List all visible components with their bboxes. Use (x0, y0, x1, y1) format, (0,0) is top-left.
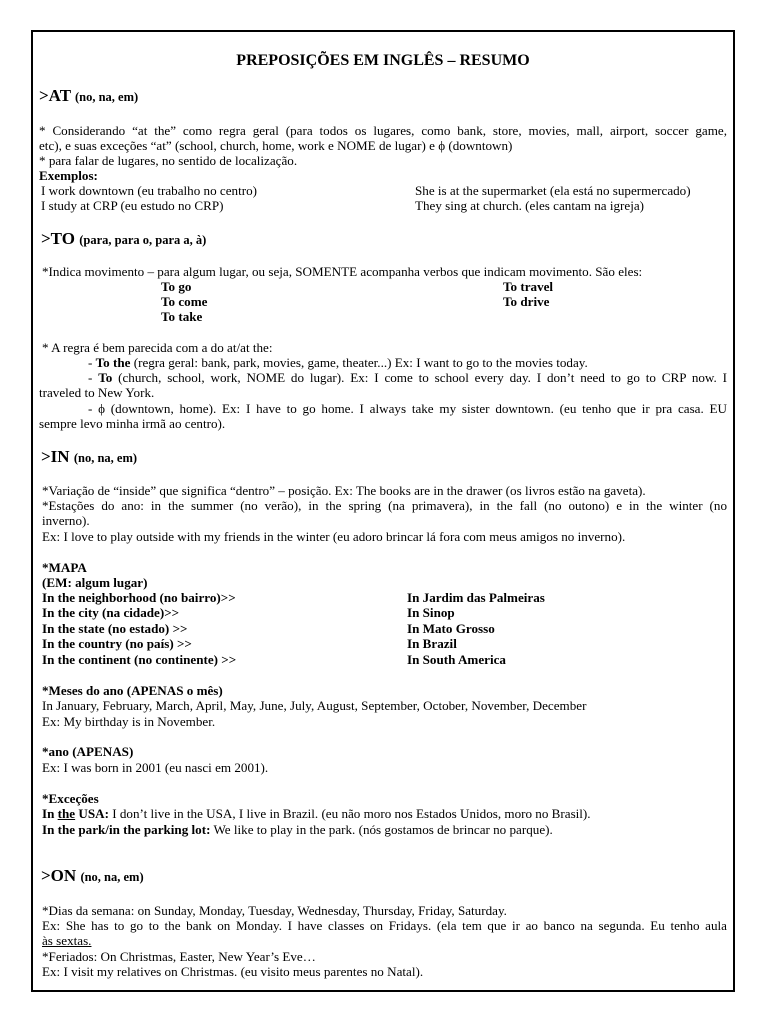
to-rule-3: - ϕ (downtown, home). Ex: I have to go home. I always take my sister downtown. (eu tenho que ir pra casa. EU (88, 401, 727, 416)
mapa-left: In the country (no país) >> (42, 636, 192, 651)
at-rule-line-2: etc), e suas exceções “at” (school, church, home, work e NOME de lugar) e ϕ (downtown) (39, 138, 513, 153)
exception-keyword-underlined: the (57, 806, 76, 821)
ano-label: *ano (APENAS) (42, 744, 134, 759)
excecao-park (42, 822, 727, 837)
mapa-row-2 (42, 605, 727, 620)
mapa-right: In South America (407, 652, 506, 667)
heading-subtitle: (para, para o, para a, à) (79, 233, 207, 247)
heading-text: >IN (41, 447, 70, 466)
at-rule-line-1: * Considerando “at the” como regra geral (para todos os lugares, como bank, store, movies, mall, airport, soccer game, (39, 123, 727, 138)
heading-text: >AT (39, 86, 71, 105)
mapa-left: In the city (na cidade)>> (42, 605, 180, 620)
example-left: I study at CRP (eu estudo no CRP) (41, 198, 224, 213)
verb-right: To drive (503, 294, 550, 309)
mapa-right: In Jardim das Palmeiras (407, 590, 545, 605)
mapa-sub: (EM: algum lugar) (42, 575, 148, 590)
mapa-label: *MAPA (42, 560, 87, 575)
to-verb-row-2 (161, 294, 727, 309)
exception-keyword: In the park/in the parking lot: (42, 822, 211, 837)
mapa-right: In Brazil (407, 636, 457, 651)
mapa-row-1 (42, 590, 727, 605)
rule-keyword: To (98, 370, 113, 385)
mapa-left: In the neighborhood (no bairro)>> (42, 590, 236, 605)
at-rule-line-3: * para falar de lugares, no sentido de localização. (39, 153, 298, 168)
mapa-row-4 (42, 636, 727, 651)
verb-right: To travel (503, 279, 554, 294)
example-left: I work downtown (eu trabalho no centro) (41, 183, 257, 198)
in-line-3: inverno). (42, 513, 90, 528)
in-line-2: *Estações do ano: in the summer (no verão), in the spring (na primavera), in the fall (no outono) e in the winter (no (42, 498, 727, 513)
ano-line-1: Ex: I was born in 2001 (eu nasci em 2001). (42, 760, 269, 775)
to-intro: *Indica movimento – para algum lugar, ou seja, SOMENTE acompanha verbos que indicam movimento. São eles: (42, 264, 643, 279)
mapa-right: In Mato Grosso (407, 621, 495, 636)
on-line-1: *Dias da semana: on Sunday, Monday, Tuesday, Wednesday, Thursday, Friday, Saturday. (42, 903, 507, 918)
in-line-1: *Variação de “inside” que significa “dentro” – posição. Ex: The books are in the drawer (os livros estão na gaveta). (42, 483, 646, 498)
example-right: They sing at church. (eles cantam na igreja) (415, 198, 645, 213)
section-heading-in (41, 449, 727, 466)
excecao-usa (42, 806, 727, 821)
exception-keyword: USA: (75, 806, 109, 821)
exception-text: I don’t live in the USA, I live in Brazil. (eu não moro nos Estados Unidos, moro no Brasil). (108, 806, 591, 821)
on-line-3: às sextas. (42, 933, 92, 948)
mapa-right: In Sinop (407, 605, 455, 620)
document-title: PREPOSIÇÕES EM INGLÊS – RESUMO (236, 52, 530, 69)
verb-left: To come (161, 294, 208, 309)
to-rule-1: - To the (regra geral: bank, park, movies, game, theater...) Ex: I want to go to the movies today. (88, 355, 588, 370)
in-line-4: Ex: I love to play outside with my friends in the winter (eu adoro brincar lá fora com meus amigos no inverno). (42, 529, 626, 544)
example-right: She is at the supermarket (ela está no supermercado) (415, 183, 691, 198)
to-rule-3-cont: sempre levo minha irmã ao centro). (39, 416, 226, 431)
rule-keyword: To the (95, 355, 131, 370)
to-rule-2: - To (church, school, work, NOME do lugar). Ex: I come to school every day. I don’t need to go to CRP now. I (88, 370, 727, 385)
meses-line-2: Ex: My birthday is in November. (42, 714, 216, 729)
to-rule-intro: * A regra é bem parecida com a do at/at the: (42, 340, 273, 355)
at-example-row-1 (41, 183, 727, 198)
rule-text: (church, school, work, NOME do lugar). Ex: I come to school every day. I don’t need to go to CRP now. I (112, 370, 727, 385)
excecoes-label: *Exceções (42, 791, 99, 806)
verb-left: To go (161, 279, 192, 294)
section-heading-at (39, 88, 727, 105)
on-line-4: *Feriados: On Christmas, Easter, New Year’s Eve… (42, 949, 316, 964)
to-verb-row-3: To take (161, 309, 203, 324)
mapa-left: In the continent (no continente) >> (42, 652, 237, 667)
mapa-row-3 (42, 621, 727, 636)
section-heading-to (41, 231, 727, 248)
document-page (31, 30, 735, 992)
meses-label: *Meses do ano (APENAS o mês) (42, 683, 223, 698)
on-line-2: Ex: She has to go to the bank on Monday. I have classes on Fridays. (ela tem que ir ao banco na segunda. Eu tenho aula (42, 918, 727, 933)
heading-text: >ON (41, 866, 77, 885)
heading-text: >TO (41, 229, 75, 248)
mapa-left: In the state (no estado) >> (42, 621, 188, 636)
heading-subtitle: (no, na, em) (80, 870, 144, 884)
at-examples-label: Exemplos: (39, 168, 98, 183)
at-example-row-2 (41, 198, 727, 213)
heading-subtitle: (no, na, em) (73, 451, 138, 465)
on-line-5: Ex: I visit my relatives on Christmas. (eu visito meus parentes no Natal). (42, 964, 424, 979)
section-heading-on (41, 868, 727, 885)
heading-subtitle: (no, na, em) (74, 90, 139, 104)
mapa-row-5 (42, 652, 727, 667)
meses-line-1: In January, February, March, April, May, June, July, August, September, October, November, December (42, 698, 587, 713)
rule-text: (regra geral: bank, park, movies, game, theater...) Ex: I want to go to the movies today. (130, 355, 588, 370)
exception-keyword: In (42, 806, 58, 821)
to-verb-row-1 (161, 279, 727, 294)
to-rule-2-cont: traveled to New York. (39, 385, 155, 400)
exception-text: We like to play in the park. (nós gostamos de brincar no parque). (210, 822, 553, 837)
